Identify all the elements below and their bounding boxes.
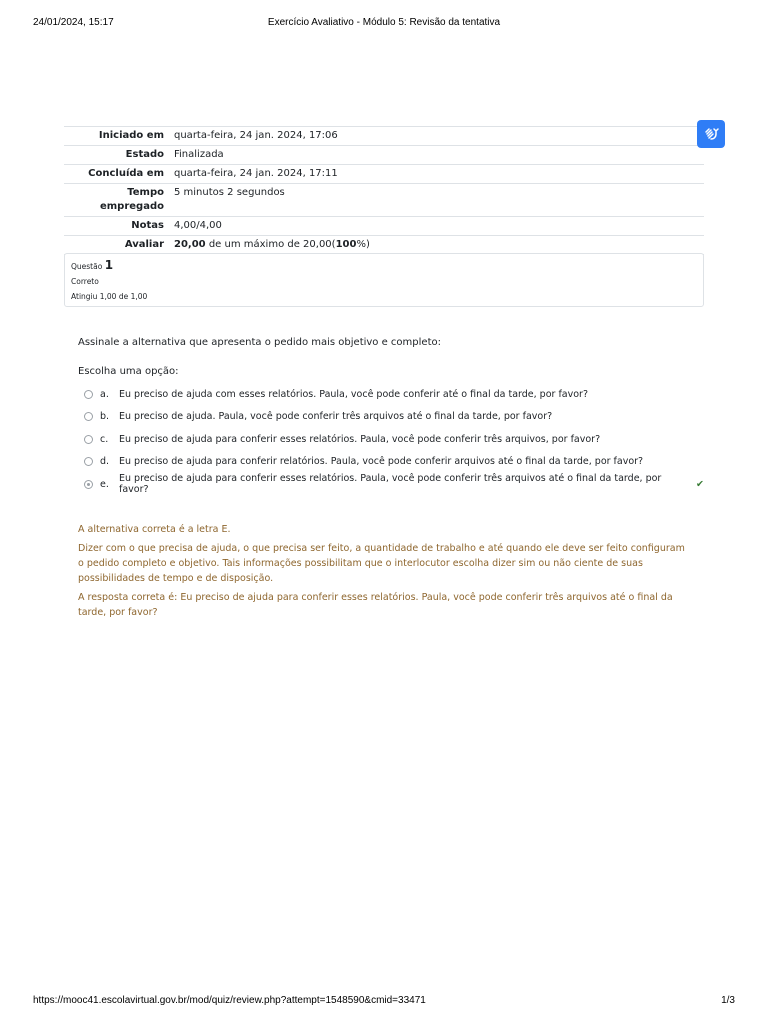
answer-option-b[interactable] <box>84 406 704 429</box>
print-datetime: 24/01/2024, 15:17 <box>33 17 114 28</box>
summary-value: 4,00/4,00 <box>170 217 704 236</box>
answer-options <box>84 383 704 496</box>
summary-row-completed <box>64 165 704 184</box>
option-text: Eu preciso de ajuda com esses relatórios. Paula, você pode conferir até o final da tarde, por favor? <box>119 388 588 400</box>
option-letter: b. <box>100 411 110 423</box>
print-footer <box>33 995 735 1009</box>
grade-percent: 100 <box>335 239 357 250</box>
radio-button[interactable] <box>84 435 93 444</box>
question-number: 1 <box>104 258 114 272</box>
print-page-title: Exercício Avaliativo - Módulo 5: Revisão da tentativa <box>267 17 501 28</box>
radio-button[interactable] <box>84 412 93 421</box>
question-feedback <box>78 522 690 624</box>
question-number-line <box>71 258 697 274</box>
summary-value: quarta-feira, 24 jan. 2024, 17:06 <box>170 127 704 146</box>
option-letter: c. <box>100 433 109 445</box>
question-status: Correto <box>71 277 99 286</box>
radio-button[interactable] <box>84 457 93 466</box>
attempt-summary-table <box>64 126 704 255</box>
option-letter: a. <box>100 388 109 400</box>
grade-score: 20,00 <box>174 239 206 250</box>
radio-button[interactable] <box>84 390 93 399</box>
question-text: Assinale a alternativa que apresenta o pedido mais objetivo e completo: <box>78 337 441 348</box>
print-page-number: 1/3 <box>721 995 735 1006</box>
summary-row-grade <box>64 236 704 255</box>
summary-label: Concluída em <box>64 165 170 184</box>
answer-option-d[interactable] <box>84 451 704 474</box>
option-text: Eu preciso de ajuda para conferir relatórios. Paula, você pode conferir arquivos até o final da tarde, por favor? <box>119 456 644 468</box>
summary-grade-value <box>170 236 704 255</box>
question-label: Questão <box>71 262 103 271</box>
option-letter: d. <box>100 456 110 468</box>
option-text: Eu preciso de ajuda para conferir esses relatórios. Paula, você pode conferir três arquivos, por favor? <box>119 433 601 445</box>
summary-value: Finalizada <box>170 146 704 165</box>
grade-middle: de um máximo de 20,00( <box>205 239 336 250</box>
summary-value: 5 minutos 2 segundos <box>170 184 704 217</box>
option-text: Eu preciso de ajuda. Paula, você pode conferir três arquivos até o final da tarde, por favor? <box>119 411 553 423</box>
summary-row-marks <box>64 217 704 236</box>
answer-option-a[interactable] <box>84 383 704 406</box>
summary-row-state <box>64 146 704 165</box>
summary-label: Avaliar <box>64 236 170 255</box>
summary-label: Tempo empregado <box>64 184 170 217</box>
summary-row-started <box>64 127 704 146</box>
right-answer: A resposta correta é: Eu preciso de ajuda para conferir esses relatórios. Paula, você pode conferir três arquivos até o final da tarde, por favor? <box>78 592 673 618</box>
answer-option-c[interactable] <box>84 428 704 451</box>
correct-check-icon: ✔ <box>696 478 704 490</box>
radio-button-selected[interactable] <box>84 480 93 489</box>
accessibility-button[interactable] <box>697 120 725 148</box>
question-info-box <box>64 253 704 307</box>
answer-prompt: Escolha uma opção: <box>78 366 179 377</box>
print-header <box>33 17 735 31</box>
option-letter: e. <box>100 478 109 490</box>
summary-label: Estado <box>64 146 170 165</box>
print-url: https://mooc41.escolavirtual.gov.br/mod/quiz/review.php?attempt=1548590&cmid=33471 <box>33 995 426 1006</box>
summary-label: Iniciado em <box>64 127 170 146</box>
feedback-explanation: Dizer com o que precisa de ajuda, o que precisa ser feito, a quantidade de trabalho e até quando ele deve ser feito configuram o pedido completo e objetivo. Tais informações possibilitam que o interlocutor escolha dizer sim ou não ciente de suas possibilidades de tempo e de disposição. <box>78 543 685 584</box>
summary-label: Notas <box>64 217 170 236</box>
question-points: Atingiu 1,00 de 1,00 <box>71 292 148 301</box>
option-text: Eu preciso de ajuda para conferir esses relatórios. Paula, você pode conferir três arquivos até o final da tarde, por favor? <box>119 473 662 496</box>
summary-row-time-taken <box>64 184 704 217</box>
grade-suffix: %) <box>356 239 370 250</box>
sign-language-icon <box>703 126 719 142</box>
summary-value: quarta-feira, 24 jan. 2024, 17:11 <box>170 165 704 184</box>
feedback-line: A alternativa correta é a letra E. <box>78 524 231 535</box>
answer-option-e[interactable] <box>84 473 704 496</box>
